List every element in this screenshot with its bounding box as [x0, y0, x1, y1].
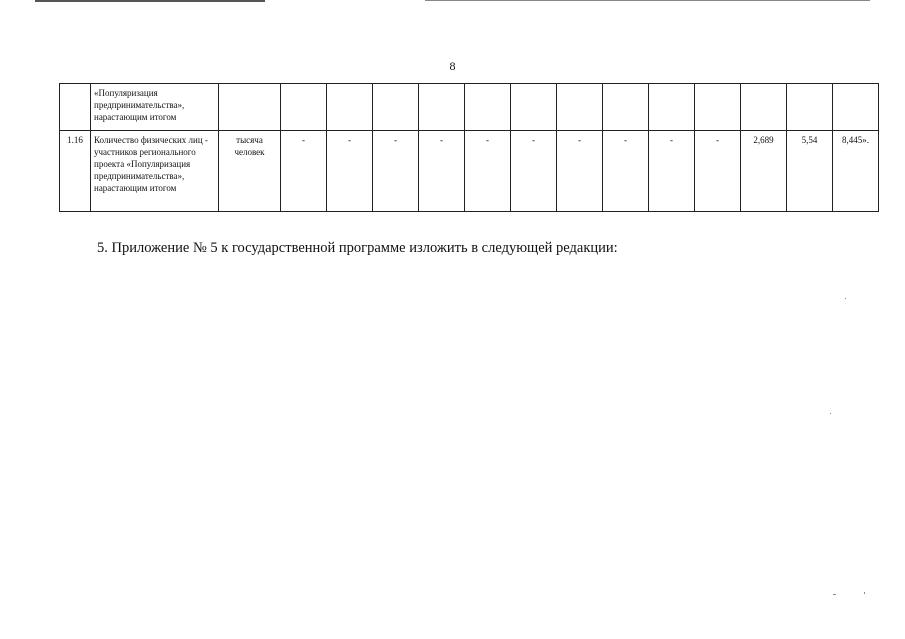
- scan-edge-right: [425, 0, 870, 1]
- value-cell: -: [465, 131, 511, 212]
- value-cell: -: [419, 131, 465, 212]
- value-cell: -: [603, 131, 649, 212]
- value-cell: [557, 84, 603, 131]
- indicator-name-cell: «Популяризация предпринимательства», нарастающим итогом: [91, 84, 219, 131]
- indicators-table: [59, 83, 879, 212]
- unit-cell: тысяча человек: [219, 131, 281, 212]
- value-cell: [327, 84, 373, 131]
- value-cell: [741, 84, 787, 131]
- table-row: [60, 131, 879, 212]
- value-cell: -: [327, 131, 373, 212]
- value-cell: [281, 84, 327, 131]
- value-cell: -: [557, 131, 603, 212]
- page-number: 8: [449, 59, 456, 73]
- row-number-cell: 1.16: [60, 131, 91, 212]
- value-cell: [373, 84, 419, 131]
- value-cell: [465, 84, 511, 131]
- scan-speck: [864, 592, 865, 594]
- scan-edge-left: [35, 0, 265, 2]
- value-cell: -: [373, 131, 419, 212]
- amendment-paragraph: 5. Приложение № 5 к государственной программе изложить в следующей редакции:: [97, 240, 618, 256]
- value-cell: [787, 84, 833, 131]
- scan-speck: [845, 298, 846, 299]
- scan-speck: [833, 594, 836, 595]
- value-cell: -: [511, 131, 557, 212]
- value-cell: -: [695, 131, 741, 212]
- indicator-name-cell: Количество физических лиц - участников регионального проекта «Популяризация предпринимательства», нарастающим итогом: [91, 131, 219, 212]
- value-cell: [649, 84, 695, 131]
- value-cell: [419, 84, 465, 131]
- row-number-cell: [60, 84, 91, 131]
- value-cell: [695, 84, 741, 131]
- unit-cell: [219, 84, 281, 131]
- value-cell: -: [649, 131, 695, 212]
- value-cell: [833, 84, 879, 131]
- scan-speck: [830, 413, 831, 414]
- value-cell: [511, 84, 557, 131]
- value-cell: -: [281, 131, 327, 212]
- value-cell: [603, 84, 649, 131]
- value-cell: 8,445».: [833, 131, 879, 212]
- table-row: [60, 84, 879, 131]
- value-cell: 2,689: [741, 131, 787, 212]
- value-cell: 5,54: [787, 131, 833, 212]
